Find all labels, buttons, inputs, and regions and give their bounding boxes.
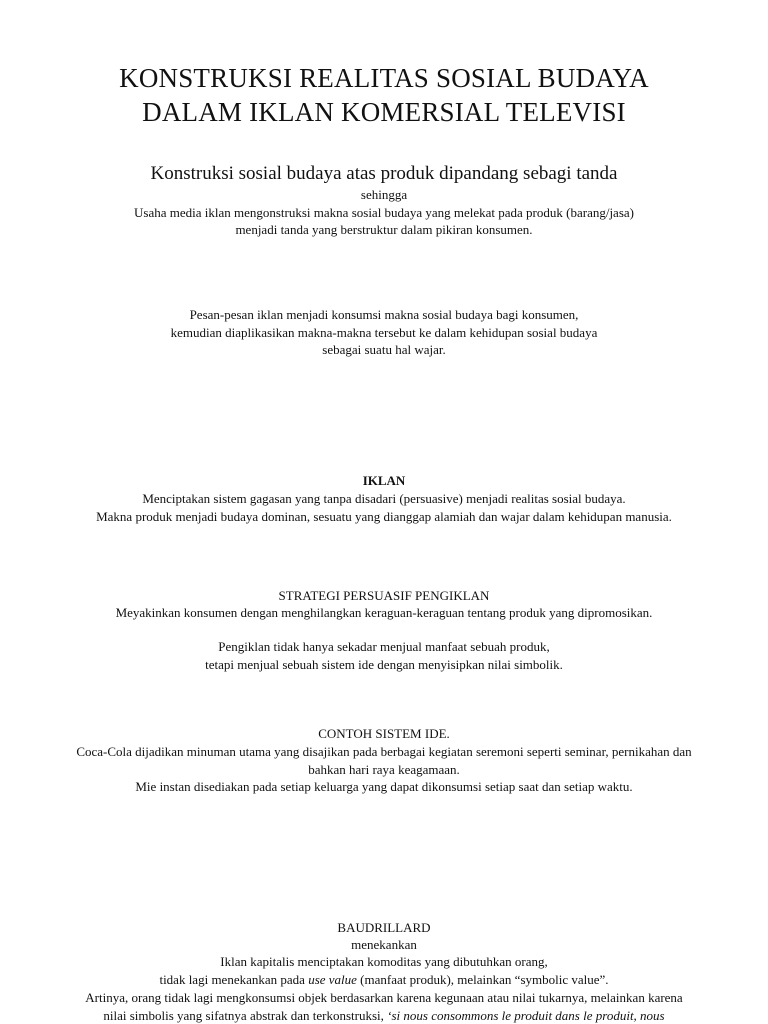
iklan-line-1: Menciptakan sistem gagasan yang tanpa disadari (persuasive) menjadi realitas sosial budaya. <box>142 491 626 506</box>
baudrillard-connector: menekankan <box>351 937 417 952</box>
baudrillard-line-4 <box>0 1007 768 1024</box>
strategi-line-2: Pengiklan tidak hanya sekadar menjual manfaat sebuah produk, <box>218 639 550 654</box>
french-quote: ‘si nous consommons le produit dans le produit, nous <box>387 1008 665 1023</box>
baudrillard-line-4-pre: nilai simbolis yang sifatnya abstrak dan terkonstruksi, <box>103 1008 388 1023</box>
pesan-line-2: kemudian diaplikasikan makna-makna tersebut ke dalam kehidupan sosial budaya <box>170 325 598 340</box>
intro-line-2: menjadi tanda yang berstruktur dalam pikiran konsumen. <box>235 222 533 237</box>
strategi-heading: STRATEGI PERSUASIF PENGIKLAN <box>278 588 490 603</box>
title-line-1: KONSTRUKSI REALITAS SOSIAL BUDAYA <box>119 63 649 93</box>
strategi-line-3: tetapi menjual sebuah sistem ide dengan menyisipkan nilai simbolik. <box>205 657 563 672</box>
intro-line-1: Usaha media iklan mengonstruksi makna sosial budaya yang melekat pada produk (barang/jasa) <box>134 205 634 220</box>
baudrillard-line-1: Iklan kapitalis menciptakan komoditas yang dibutuhkan orang, <box>220 954 548 969</box>
title-line-2: DALAM IKLAN KOMERSIAL TELEVISI <box>142 97 626 127</box>
baudrillard-line-2-post: (manfaat produk), melainkan “symbolic value”. <box>356 972 609 987</box>
iklan-line-2: Makna produk menjadi budaya dominan, sesuatu yang dianggap alamiah dan wajar dalam kehidupan manusia. <box>96 509 672 524</box>
pesan-line-1: Pesan-pesan iklan menjadi konsumsi makna sosial budaya bagi konsumen, <box>189 307 579 322</box>
contoh-line-1: Coca-Cola dijadikan minuman utama yang disajikan pada berbagai kegiatan seremoni seperti seminar, pernikahan dan <box>76 744 692 759</box>
baudrillard-line-3: Artinya, orang tidak lagi mengkonsumsi objek berdasarkan karena kegunaan atau nilai tukarnya, melainkan karena <box>85 990 683 1005</box>
baudrillard-heading: BAUDRILLARD <box>337 920 431 935</box>
strategi-line-1: Meyakinkan konsumen dengan menghilangkan keraguan-keraguan tentang produk yang dipromosikan. <box>115 605 653 620</box>
baudrillard-line-2 <box>0 971 768 989</box>
contoh-line-2: bahkan hari raya keagamaan. <box>308 762 460 777</box>
baudrillard-line-2-pre: tidak lagi menekankan pada <box>159 972 309 987</box>
intro-connector: sehingga <box>360 187 408 202</box>
use-value-term: use value <box>308 972 357 987</box>
contoh-heading: CONTOH SISTEM IDE. <box>318 726 450 741</box>
intro-heading: Konstruksi sosial budaya atas produk dipandang sebagi tanda <box>150 163 618 184</box>
pesan-line-3: sebagai suatu hal wajar. <box>322 342 446 357</box>
iklan-heading: IKLAN <box>362 473 406 488</box>
contoh-line-3: Mie instan disediakan pada setiap keluarga yang dapat dikonsumsi setiap saat dan setiap waktu. <box>135 779 633 794</box>
